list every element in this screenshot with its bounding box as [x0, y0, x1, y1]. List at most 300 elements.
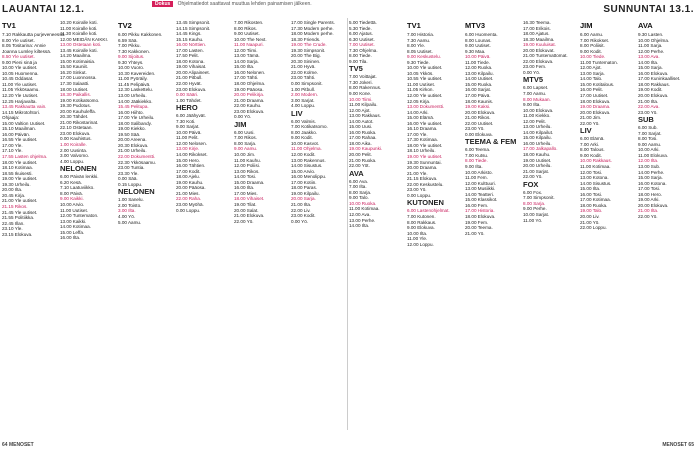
program-entry: 15.00 Ruoka. — [465, 81, 493, 87]
program-entry: 12.20 Yle Uutiset. — [2, 93, 39, 99]
program-entry: 18.00 Hero. — [638, 191, 663, 197]
program-entry: 5.00 Tiedettä. — [349, 20, 377, 25]
program-entry: Ohjaaja: — [2, 115, 20, 121]
program-entry: 21.00 Pitbull. — [176, 75, 203, 81]
program-entry: 17.00 Yle. — [2, 142, 23, 148]
program-entry: 13.45 Rakkautta vain. — [2, 104, 47, 110]
program-entry: 7.00 Rikos. — [234, 135, 257, 141]
program-entry: 16.20 Sinkut. — [60, 69, 87, 75]
program-entry: 15.00 Draama. — [234, 179, 265, 185]
program-entry: 20.00 Elokuva. — [638, 93, 669, 99]
program-entry: 23.10 Yle. — [2, 226, 23, 232]
program-entry: 9.00 Uutiset. — [465, 43, 491, 49]
program-entry: 21.00 Ilta. — [638, 98, 659, 104]
program-entry: 20.00 Teema. — [465, 225, 493, 231]
program-entry: 10.00 Arki. — [638, 147, 660, 153]
program-entry: 20.00 Liv. — [580, 213, 600, 219]
program-entry: 17.30 Modern perhe. — [291, 25, 334, 31]
program-entry: 13.45 Simpsonit. — [176, 20, 211, 25]
program-entry: 15.00 Sarja. — [638, 175, 663, 181]
program-entry: 17.30 Kotimaa. — [407, 137, 438, 143]
program-entry: 17.00 Yle Urheilu. — [118, 115, 155, 121]
program-entry: 12.00 MEIDÄN KAIKKI. — [60, 36, 108, 42]
program-entry: 20.00 Pääosa. — [176, 185, 206, 191]
program-entry: 8.00 Sarja. — [523, 200, 546, 206]
schedule-column — [234, 20, 290, 430]
program-entry: 19.00 Uutiset. — [523, 157, 552, 163]
program-entry: Joanna Lumley kiltessä. — [2, 48, 52, 54]
program-entry: 6.00 Fox. — [523, 189, 543, 195]
program-entry: 23.15 Elokuva. — [2, 231, 33, 237]
program-entry: 16.00 Ruoka. — [349, 129, 377, 135]
channel-heading: TV1 — [407, 21, 421, 30]
program-entry: 22.00 Uutiset. — [465, 120, 494, 126]
program-entry: 7.00 Simpsonit. — [523, 195, 555, 201]
program-entry: 11.00 Pelit. — [176, 135, 199, 141]
program-entry: 5.30 Tiede. — [349, 25, 372, 31]
program-entry: 9.00 Tila. — [349, 58, 368, 64]
program-entry: 19.00 Kilpailu. — [291, 190, 320, 196]
program-entry: 11.00 Kauhu. — [234, 157, 261, 163]
channel-heading: FOX — [523, 179, 539, 189]
program-entry: 21.00 Urheilu. — [118, 148, 147, 154]
program-entry: 20.00 The Big. — [291, 53, 321, 59]
program-entry: 9.00 Kodit. — [580, 48, 602, 54]
program-entry: 13.00 Kilpailu. — [465, 70, 494, 76]
program-entry: 15.00 Kilpailu. — [523, 135, 552, 141]
program-entry: 9.00 Kodit. — [580, 152, 602, 158]
program-entry: 11.05 Ykkösaamu. — [2, 87, 40, 93]
program-entry: 10.00 Tiede. — [580, 54, 606, 60]
program-entry: 8.05 Uutiset. — [407, 48, 433, 54]
program-entry: 8.00 Rakkaus. — [407, 219, 437, 225]
program-entry: 21.00 Sarjat. — [523, 168, 550, 174]
program-entry: 7.00 Kutsu. — [465, 152, 489, 158]
program-entry: 3.00 Ilta. — [118, 208, 136, 214]
program-entry: 17.00 Jalkapallo. — [523, 146, 558, 152]
program-entry: 7.00 Arki. — [580, 141, 600, 147]
program-entry: 9.30 Maa. — [465, 48, 486, 54]
program-entry: 6.00 Valmis. — [291, 118, 316, 124]
program-entry: 22.00 Yö. — [523, 174, 543, 180]
program-entry: 12.00 Kodit. — [291, 152, 316, 158]
program-entry: 20.00 Elokuvat. — [523, 47, 555, 53]
program-entry: 6.00 Päivän lenkki. — [60, 174, 99, 180]
program-entry: 0.00 Simpsonit. — [291, 81, 323, 87]
program-entry: 14.00 Sisustus. — [291, 163, 323, 169]
program-entry: 9.00 Kaikki. — [60, 196, 84, 202]
program-entry: 10.00 Ilta. — [407, 230, 428, 236]
program-entry: 18.00 Kaunis. — [465, 98, 494, 104]
program-entry: 13.00 Dokumentti. — [407, 104, 445, 110]
program-entry: 8.00 Tosi. — [638, 136, 658, 142]
program-entry: 22.45 Illan. — [2, 220, 25, 226]
program-entry: 1.00 Pitbull. — [291, 86, 316, 92]
program-entry: 17.10 Yle. — [2, 148, 23, 154]
program-entry: 14.15 Simpsonit. — [176, 25, 211, 31]
program-entry: 12.00 Ruoka. — [465, 65, 493, 71]
program-entry: 11.00 Tiede. — [465, 59, 490, 65]
program-entry: 13.00 Rakkaus. — [349, 113, 381, 119]
program-entry: 0.00 Sää. — [118, 176, 138, 182]
program-entry: 2.00 Toisto. — [118, 202, 142, 208]
program-entry: 18.00 Modern perhe. — [291, 31, 334, 37]
program-entry: 7.10 Rakkautta purjeveneessä. — [2, 32, 66, 37]
program-entry: 12.00 Tuntematon. — [60, 213, 99, 219]
program-entry: 6.00 Lapset. — [523, 85, 549, 91]
program-entry: 11.00 Yle. — [407, 236, 428, 242]
program-entry: 12.25 Harjavalta. — [2, 98, 37, 104]
program-entry: 9.30 Yhteys. — [118, 59, 144, 65]
program-entry: 17.00 Erikois. — [523, 25, 551, 31]
program-entry: 22.00 Yöt. — [349, 163, 370, 169]
program-entry: 14.00 Jääkiekko. — [118, 98, 153, 104]
program-entry: 23.00 Myöhä. — [176, 201, 204, 207]
schedule-column — [465, 20, 521, 430]
program-entry: 10.00 The Next. — [234, 36, 267, 42]
program-entry: 20.30 Tähdet. — [60, 114, 89, 120]
program-entry: 10.00 Päivä. — [465, 54, 491, 60]
program-entry: 22.00 Liv. — [291, 207, 311, 213]
program-entry: 16.30 Teema. — [523, 20, 551, 25]
program-entry: 14.00 Ilta. — [638, 59, 659, 65]
program-entry: 8.00 Talous. — [580, 147, 605, 153]
program-entry: 14.00 Arki. — [407, 109, 429, 115]
program-entry: 23.00 Yö. — [465, 126, 485, 132]
program-entry: 8.00 Tiede. — [349, 53, 372, 59]
program-entry: 7.00 Aamu. — [523, 91, 547, 97]
channel-heading: MTV3 — [465, 21, 486, 30]
program-entry: 13.00 Kirje. — [176, 146, 200, 152]
program-entry: 16.00 Tosi. — [580, 191, 603, 197]
program-entry: 0.00 Loppu. — [407, 192, 432, 198]
program-entry: 8.00 Yle. — [407, 43, 426, 49]
program-entry: 21.00 Rikostarinat. — [60, 119, 99, 125]
program-entry: 18.00 Salibandy. — [118, 120, 152, 126]
program-entry: 19.00 Kaupunki. — [349, 146, 383, 152]
program-entry: 0.00 Yö. — [234, 114, 252, 120]
program-entry: 7.00 Pikku. — [118, 43, 141, 49]
program-entry: 20.30 Elokuva. — [118, 142, 149, 148]
program-entry: 10.00 Ohjelma. — [638, 37, 670, 43]
program-entry: 6.00 Elämä. — [580, 136, 605, 142]
program-entry: 20.00 Sarja. — [291, 196, 316, 202]
program-entry: 19.30 Simpsonit. — [291, 47, 326, 53]
program-entry: 17.30 Salaatti. — [60, 81, 90, 87]
program-entry: 20.30 Sininen. — [291, 58, 321, 64]
program-entry: 20.00 Urheilu. — [523, 163, 552, 169]
program-entry: 19.00 Talo. — [580, 208, 603, 214]
program-entry: 6.00 Huomenta. — [465, 32, 498, 37]
program-entry: 19.00 Kuuluisat. — [523, 42, 556, 48]
program-entry: 21.00 Ilta. — [638, 208, 659, 214]
program-entry: 7.00 Uutiset. — [349, 42, 375, 48]
program-entry: 15.00 Kotimaisia. — [60, 58, 96, 64]
program-entry: 9.00 Aamu. — [234, 146, 258, 152]
program-entry: 6.00 Uusi. — [234, 129, 255, 135]
program-entry: 20.00 Ilta. — [2, 187, 23, 193]
program-entry: 13.00 Urheilu. — [118, 93, 147, 99]
program-entry: 2.00 Uusinta. — [60, 147, 88, 153]
program-entry: 21.45 Yle uutiset. — [2, 209, 38, 215]
program-entry: 12.00 Kulttuuri. — [465, 180, 496, 186]
program-entry: 19.00 Yle uutiset. — [2, 176, 38, 182]
program-entry: 13.00 Kaikki. — [60, 218, 87, 224]
program-entry: 20.00 Elokuva. — [465, 109, 496, 115]
program-entry: 17.00 Yle. — [407, 131, 428, 137]
program-entry: 20.00 Kauhuleffa. — [60, 108, 96, 114]
program-entry: 6.00 Jäähyvät. — [176, 113, 206, 119]
program-entry: 17.00 Päivä. — [465, 93, 491, 99]
program-entry: 6.30 Uutiset. — [349, 36, 375, 42]
program-entry: 20.00 Pelikirja. — [234, 92, 265, 98]
program-entry: 4.00 Loppu. — [60, 158, 85, 164]
program-entry: 16.00 Kotona. — [638, 180, 667, 186]
program-entry: 11.05 Kirkon. — [407, 87, 434, 93]
program-entry: 19.00 Fem. — [465, 219, 489, 225]
program-entry: 21.15 Elokuva. — [407, 176, 438, 182]
program-entry: 20.00 Pelit. — [349, 152, 372, 158]
program-entry: 16.00 Nörttien. — [176, 42, 207, 48]
program-entry: 5.00 Aamu. — [118, 219, 142, 225]
program-entry: 23.00 Tähti. — [291, 75, 316, 81]
program-entry: 0.00 Yö. — [291, 218, 309, 224]
program-entry: 15.45 Pelitupa. — [118, 104, 149, 110]
program-entry: 12.00 Ava. — [349, 211, 371, 217]
program-entry: 15.00 Arvio. — [291, 168, 316, 174]
program-entry: 19.00 Kauhu. — [176, 179, 204, 185]
program-entry: 6.00 Ava. — [349, 178, 369, 184]
program-entry: 11.45 Pelipäivä. — [118, 81, 151, 87]
program-entry: 19.00 Draama. — [580, 104, 611, 110]
program-entry: 12.00 Perhe. — [638, 48, 665, 54]
program-entry: 22.10 Ostetaan. — [60, 125, 93, 131]
program-entry: 9.00 Kone. — [349, 91, 372, 97]
program-entry: 9.00 Talo. — [349, 195, 369, 201]
program-entry: 21.00 Ruoka. — [349, 157, 377, 163]
program-entry: 23.00 Tuntia. — [118, 165, 145, 171]
legend-text: Ohjelmatiedot saattavat muuttua lehden painamisen jälkeen. — [177, 1, 312, 7]
right-page-footer: MENOSET 65 — [662, 442, 694, 448]
channel-heading: MTV5 — [523, 75, 544, 85]
program-entry: 8.00 Tiede. — [465, 158, 488, 164]
program-entry: 10.30 Kavereiden. — [118, 70, 156, 76]
program-entry: 9.30 Tiede. — [407, 59, 430, 65]
program-entry: 20.00 Draama. — [407, 165, 438, 171]
program-entry: 18.55 Ikuisesti. — [2, 170, 33, 176]
program-entry: 15.00 Hero. — [176, 157, 201, 163]
program-entry: 8.00 Mukaan. — [523, 96, 551, 102]
program-entry: 10.00 Elokuva. — [523, 107, 554, 113]
program-entry: 23.00 Kodit. — [291, 213, 316, 219]
program-entry: 2.00 Modern. — [291, 92, 319, 98]
program-entry: 19.50 Sää. — [118, 131, 141, 137]
program-entry: 13.00 Rikos. — [234, 168, 260, 174]
program-entry: 22.30 Ykkösaamu. — [118, 159, 156, 165]
program-entry: 12.00 Tiimi. — [234, 47, 258, 53]
program-entry: 23.00 Yö. — [407, 187, 427, 193]
program-entry: 18.00 Elokuva. — [465, 213, 496, 219]
program-entry: 9.00 Ilta. — [523, 102, 541, 108]
program-entry: 11.00 Uutiset. — [60, 207, 89, 213]
channel-heading: HERO — [176, 103, 198, 113]
program-entry: 17.50 Pelit. — [176, 53, 199, 59]
program-entry: 22.00 Kauhu. — [234, 103, 262, 109]
program-entry: 17.55 Lasten ohjelma. — [2, 154, 48, 160]
channel-heading: JIM — [234, 119, 247, 129]
program-entry: 23.00 Fem. — [523, 64, 547, 70]
program-entry: 0.00 Loppu. — [176, 207, 201, 213]
program-entry: 13.45 Koiralle koti. — [60, 47, 98, 53]
program-entry: 20.45 Kirja. — [2, 192, 26, 198]
program-entry: 9.00 Sijoitus. — [118, 54, 145, 60]
program-entry: 17.00 Luonnossa. — [60, 75, 97, 81]
program-entry: 18.00 Rakkaus. — [638, 81, 670, 87]
program-entry: 19.00 Kodit. — [638, 87, 663, 93]
program-entry: 18.00 Elokuva. — [580, 98, 611, 104]
program-entry: 17.00 Kodit. — [176, 168, 201, 174]
program-entry: 20.00 Alipaineet. — [176, 69, 210, 75]
program-entry: 22.00 Ava. — [638, 104, 660, 110]
channel-heading: TEEMA & FEM — [465, 137, 517, 147]
program-entry: 21.00 Mies. — [176, 190, 200, 196]
program-entry: 18.00 Yle uutiset. — [2, 159, 38, 165]
program-entry: 19.00 Arki. — [638, 197, 660, 203]
program-entry: 19.00 Kotikatsomo. — [60, 97, 100, 103]
program-entry: 10.20 Koiralle koti. — [60, 20, 98, 25]
program-entry: 1.00 Tähdet. — [176, 97, 202, 103]
program-entry: 8.00 Sarja. — [234, 140, 257, 146]
schedule-column — [176, 20, 232, 430]
program-entry: 18.30 Friends. — [291, 36, 321, 42]
program-entry: 22.00 Elokuva. — [523, 58, 554, 64]
program-entry: 7.30 Kakkonen. — [118, 48, 150, 54]
program-entry: 11.00 Ohjelma. — [291, 146, 322, 152]
program-entry: 8.00 Poliisit. — [580, 43, 605, 49]
program-entry: 14.45 Kings. — [176, 31, 202, 37]
program-entry: 0.00 Sääri. — [176, 92, 199, 98]
program-entry: 15.00 Kotitalous. — [580, 81, 615, 87]
program-entry: 10.00 Arkisto. — [465, 169, 493, 175]
program-entry: 22.00 Dokumentti. — [118, 154, 156, 160]
program-entry: 14.20 Maailma. — [60, 53, 92, 59]
program-entry: 16.00 Fem. — [465, 202, 489, 208]
program-entry: 21.00 Jim. — [580, 115, 602, 121]
program-entry: 21.00 Hyvä. — [291, 64, 316, 70]
program-entry: 20.00 Elokuva. — [638, 202, 669, 208]
program-entry: 6.00 Ajatus. — [349, 31, 374, 37]
program-entry: 14.00 Rikokset. — [176, 152, 208, 158]
program-entry: 14.00 Perhe. — [638, 169, 665, 175]
channel-heading: AVA — [349, 168, 364, 178]
program-entry: 12.05 Kirja. — [407, 98, 431, 104]
program-entry: 12.00 Nelosen. — [176, 140, 207, 146]
program-entry: 14.00 Kotimaa. — [60, 224, 91, 230]
program-entry: 21.00 Yö. — [465, 230, 485, 236]
program-entry: 15.00 Elämä. — [407, 115, 435, 121]
program-entry: 23.30 Yle. — [118, 170, 139, 176]
program-entry: 16.00 Sarjat. — [465, 87, 492, 93]
program-entry: 9.00 Sarjat. — [176, 124, 200, 130]
program-entry: 10.00 Sarjat. — [523, 211, 550, 217]
program-entry: 10.00 Päivä. — [176, 129, 202, 135]
program-entry: 20.00 Elokuva. — [580, 109, 611, 115]
program-entry: 9.30 Lasten. — [638, 32, 664, 37]
program-entry: 17.00 Kotimaa. — [580, 197, 611, 203]
program-entry: 6.59 Sää. — [118, 37, 138, 43]
program-entry: 21.00 Yö. — [580, 219, 600, 225]
program-entry: 1.00 Koiralle. — [60, 142, 87, 148]
program-entry: 18.10 Urheilu. — [407, 148, 436, 154]
legend-tag: Dokus — [152, 1, 173, 7]
program-entry: 15.00 Valtion Uutiset. — [2, 120, 46, 126]
program-entry: 22.00 Yö. — [234, 218, 254, 224]
schedule-column — [60, 20, 116, 430]
program-entry: 17.00 Tähti. — [234, 75, 259, 81]
program-entry: 11.00 Yle uutiset. — [2, 81, 38, 87]
program-entry: 7.00 Rikosten. — [234, 20, 264, 25]
program-entry: 9.00 Perhe. — [523, 206, 547, 212]
program-entry: 21.00 Yle uutiset. — [2, 198, 38, 204]
program-entry: 4.00 Yö. — [118, 213, 136, 219]
program-entry: 10.00 Arvio. — [60, 201, 85, 207]
program-entry: 6.00 Sub. — [638, 125, 658, 131]
program-entry: 14.00 Talo. — [580, 76, 603, 82]
program-entry: 6.20 Kesä. — [60, 179, 82, 185]
program-entry: 12.00 Loppu. — [407, 241, 434, 247]
program-entry: 19.00 Yle uutiset. — [407, 154, 443, 160]
program-entry: 18.00 Uutiset. — [60, 86, 89, 92]
program-entry: 8.00 Lounas. — [465, 37, 492, 43]
program-entry: 17.00 Tosi. — [638, 186, 661, 192]
program-entry: 12.00 Ilta. — [638, 158, 659, 164]
page-divider — [347, 18, 348, 430]
program-entry: 17.00 Mies. — [234, 190, 258, 196]
schedule-column — [118, 20, 174, 430]
program-entry: 12.00 Ajot. — [580, 65, 602, 71]
program-entry: 10.00 Vuoro. — [118, 65, 145, 71]
program-entry: 21.00 Ilta. — [291, 201, 312, 207]
program-entry: 10.00 Jim. — [234, 152, 256, 158]
program-entry: 7.30 Jokeri. — [349, 79, 373, 85]
program-entry: 3.00 Sarjat. — [291, 97, 315, 103]
program-entry: 16.00 Elokuva. — [638, 70, 669, 76]
program-entry: 14.00 Sarja. — [234, 58, 259, 64]
program-entry: 12.00 Pelit. — [523, 118, 546, 124]
program-entry: 14.00 Sisustus. — [580, 180, 612, 186]
program-entry: 17.00 Kotiin. — [291, 179, 317, 185]
program-entry: 0.00 Kauhistus. — [60, 136, 92, 142]
program-entry: 11.00 Kilpailu. — [349, 102, 378, 108]
program-entry: 7.30 Aamu. — [407, 37, 431, 43]
channel-heading: TV1 — [2, 21, 16, 30]
program-entry: 16.00 Nelonen. — [234, 69, 266, 75]
program-entry: 17.00 Rahaa. — [349, 135, 377, 141]
program-entry: 13.00 Musiikki. — [465, 186, 496, 192]
program-entry: 10.05 Huomenna. — [2, 70, 39, 76]
program-entry: 19.00 Pääosa. — [234, 86, 264, 92]
channel-heading: TV5 — [349, 64, 363, 74]
program-entry: 22.00 Yö. — [638, 213, 658, 219]
program-entry: 8.00 Yle uutiset. — [2, 37, 35, 43]
program-entry: 11.00 Kotimaa. — [580, 164, 611, 170]
program-entry: 21.00 Rikos. — [465, 115, 491, 121]
program-entry: 17.00 Lasten. — [176, 47, 204, 53]
program-entry: 18.00 Ohjelma. — [234, 81, 266, 87]
program-entry: 18.10 Kotimaa. — [2, 165, 33, 171]
program-entry: 11.00 Naapuri. — [234, 42, 264, 48]
program-entry: 15.00 Uusi. — [349, 124, 373, 130]
